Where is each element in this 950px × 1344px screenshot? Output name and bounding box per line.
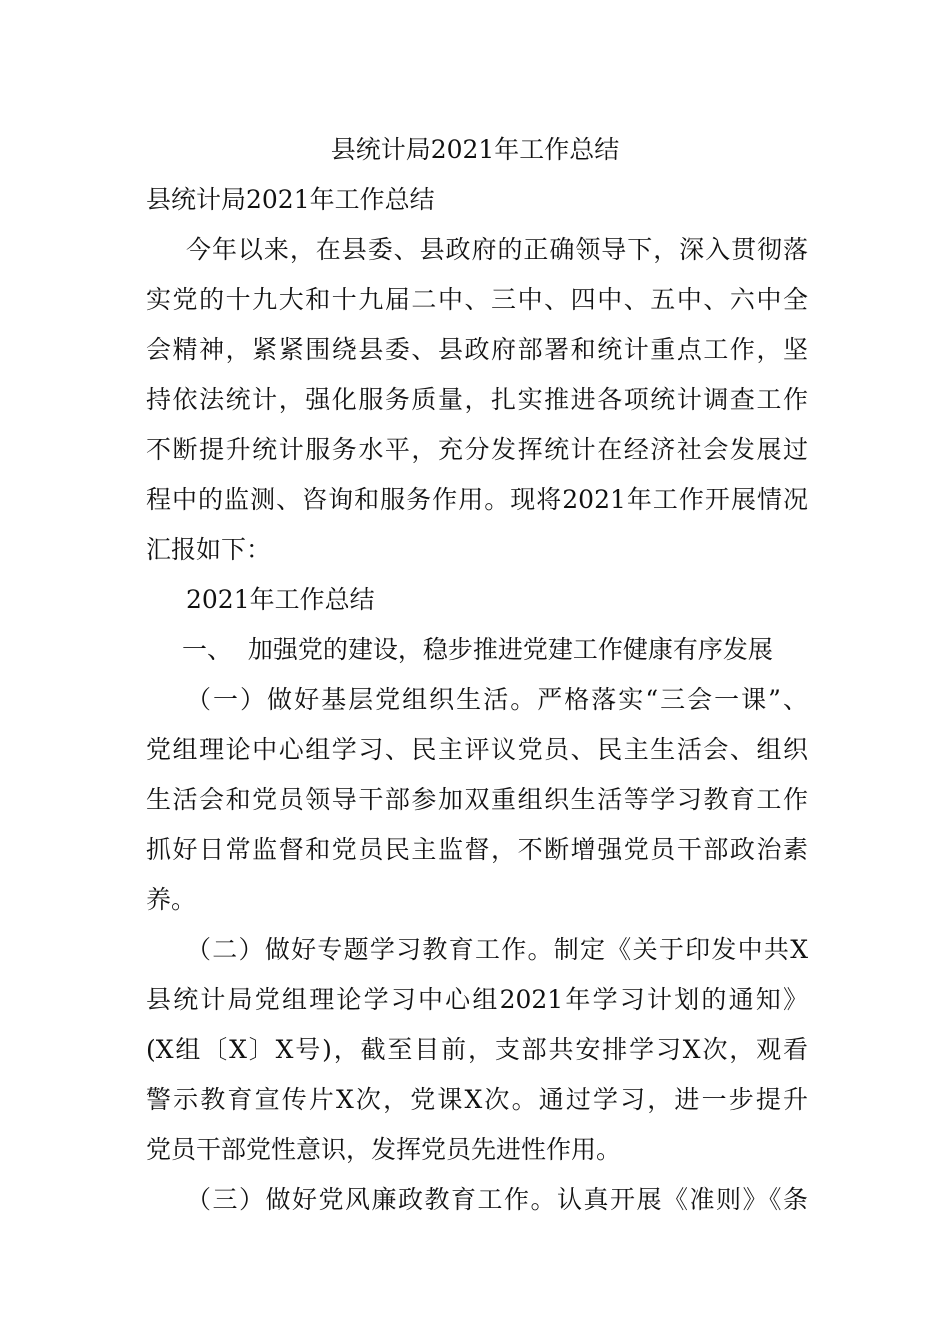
item-1-line: （一）做好基层党组织生活。严格落实“三会一课”、 <box>186 685 808 714</box>
intro-line: 今年以来，在县委、县政府的正确领导下，深入贯彻落 <box>186 235 808 264</box>
item-1-line: 党组理论中心组学习、民主评议党员、民主生活会、组织 <box>146 735 808 764</box>
intro-line: 不断提升统计服务水平，充分发挥统计在经济社会发展过 <box>146 435 808 464</box>
intro-line: 汇报如下： <box>146 535 272 564</box>
part-one-heading: 一、 加强党的建设，稳步推进党建工作健康有序发展 <box>182 635 773 664</box>
item-2-line: 党员干部党性意识，发挥党员先进性作用。 <box>146 1135 622 1164</box>
intro-line: 程中的监测、咨询和服务作用。现将2021年工作开展情况 <box>146 485 808 514</box>
document-title: 县统计局2021年工作总结 <box>330 135 620 164</box>
item-1-line: 生活会和党员领导干部参加双重组织生活等学习教育工作 <box>146 785 808 814</box>
item-1-line: 抓好日常监督和党员民主监督，不断增强党员干部政治素 <box>146 835 808 864</box>
item-3-line: （三）做好党风廉政教育工作。认真开展《准则》《条 <box>186 1185 808 1214</box>
item-2-line: (X组〔X〕X号)，截至目前，支部共安排学习X次，观看 <box>146 1035 808 1064</box>
item-2-line: （二）做好专题学习教育工作。制定《关于印发中共X <box>186 935 808 964</box>
intro-line: 会精神，紧紧围绕县委、县政府部署和统计重点工作，坚 <box>146 335 808 364</box>
item-2-line: 县统计局党组理论学习中心组2021年学习计划的通知》 <box>146 985 808 1014</box>
section-heading: 2021年工作总结 <box>186 585 375 614</box>
document-subtitle: 县统计局2021年工作总结 <box>146 185 435 214</box>
intro-line: 实党的十九大和十九届二中、三中、四中、五中、六中全 <box>146 285 808 314</box>
intro-line: 持依法统计，强化服务质量，扎实推进各项统计调查工作 <box>146 385 808 414</box>
item-1-line: 养。 <box>146 885 197 914</box>
item-2-line: 警示教育宣传片X次，党课X次。通过学习，进一步提升 <box>146 1085 808 1114</box>
